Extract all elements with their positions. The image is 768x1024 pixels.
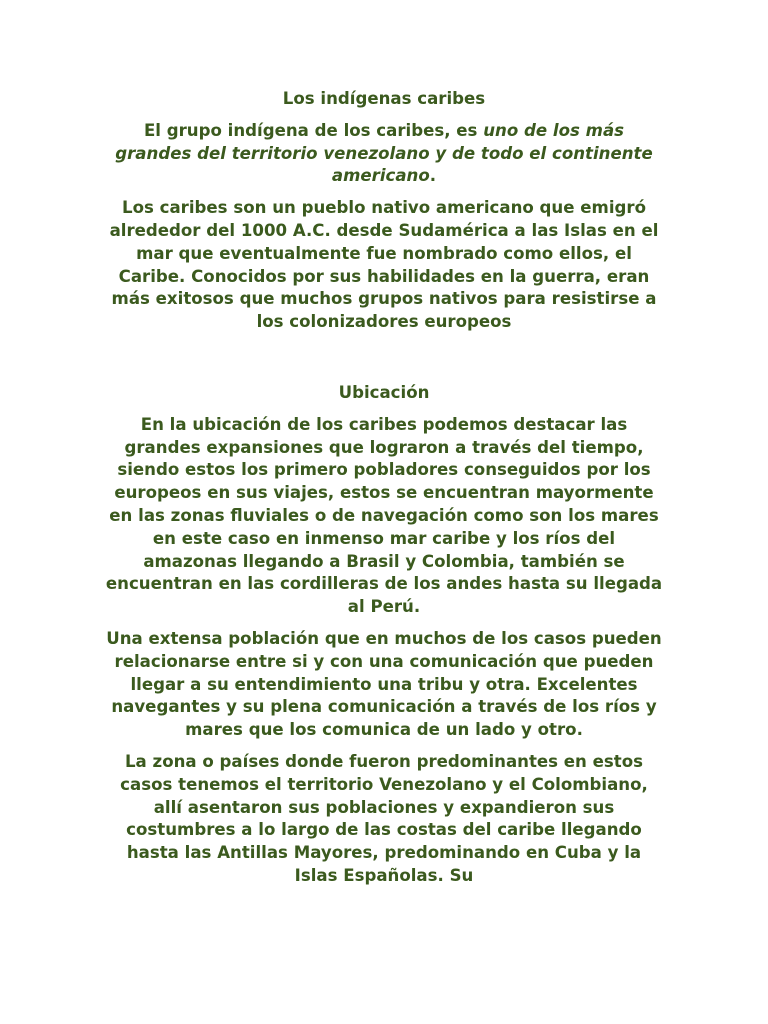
intro-emphasis: uno de los más grandes del territorio venezolano y de todo el continente americano	[115, 120, 653, 186]
paragraph-poblacion: Una extensa población que en muchos de los casos pueden relacionarse entre si y con una comunicación que pueden llegar a su entendimiento una tribu y otra. Excelentes navegantes y su plena comunicación a través de los ríos y mares que los comunica de un lado y otro.	[106, 628, 662, 740]
section-heading-ubicacion: Ubicación	[338, 382, 430, 402]
intro-paragraph	[104, 120, 664, 188]
section-spacer	[104, 343, 664, 382]
paragraph-ubicacion: En la ubicación de los caribes podemos destacar las grandes expansiones que lograron a través del tiempo, siendo estos los primero pobladores conseguidos por los europeos en sus viajes, estos se encuentran mayormente en las zonas fluviales o de navegación como son los mares en este caso en inmenso mar caribe y los ríos del amazonas llegando a Brasil y Colombia, también se encuentran en las cordilleras de los andes hasta su llegada al Perú.	[105, 414, 663, 617]
paragraph-origins: Los caribes son un pueblo nativo americano que emigró alrededor del 1000 A.C. desde Sudamérica a las Islas en el mar que eventualmente fue nombrado como ellos, el Caribe. Conocidos por sus habilidades en la guerra, eran más exitosos que muchos grupos nativos para resistirse a los colonizadores europeos	[109, 198, 659, 332]
intro-text: El grupo indígena de los caribes, es	[143, 120, 484, 140]
document-body	[104, 88, 664, 897]
intro-end: .	[429, 166, 437, 186]
document-title: Los indígenas caribes	[282, 89, 486, 108]
paragraph-zona: La zona o países donde fueron predominantes en estos casos tenemos el territorio Venezolano y el Colombiano, allí asentaron sus poblaciones y expandieron sus costumbres a lo largo de las costas del caribe llegando hasta las Antillas Mayores, predominando en Cuba y la Islas Españolas. Su	[120, 751, 648, 885]
